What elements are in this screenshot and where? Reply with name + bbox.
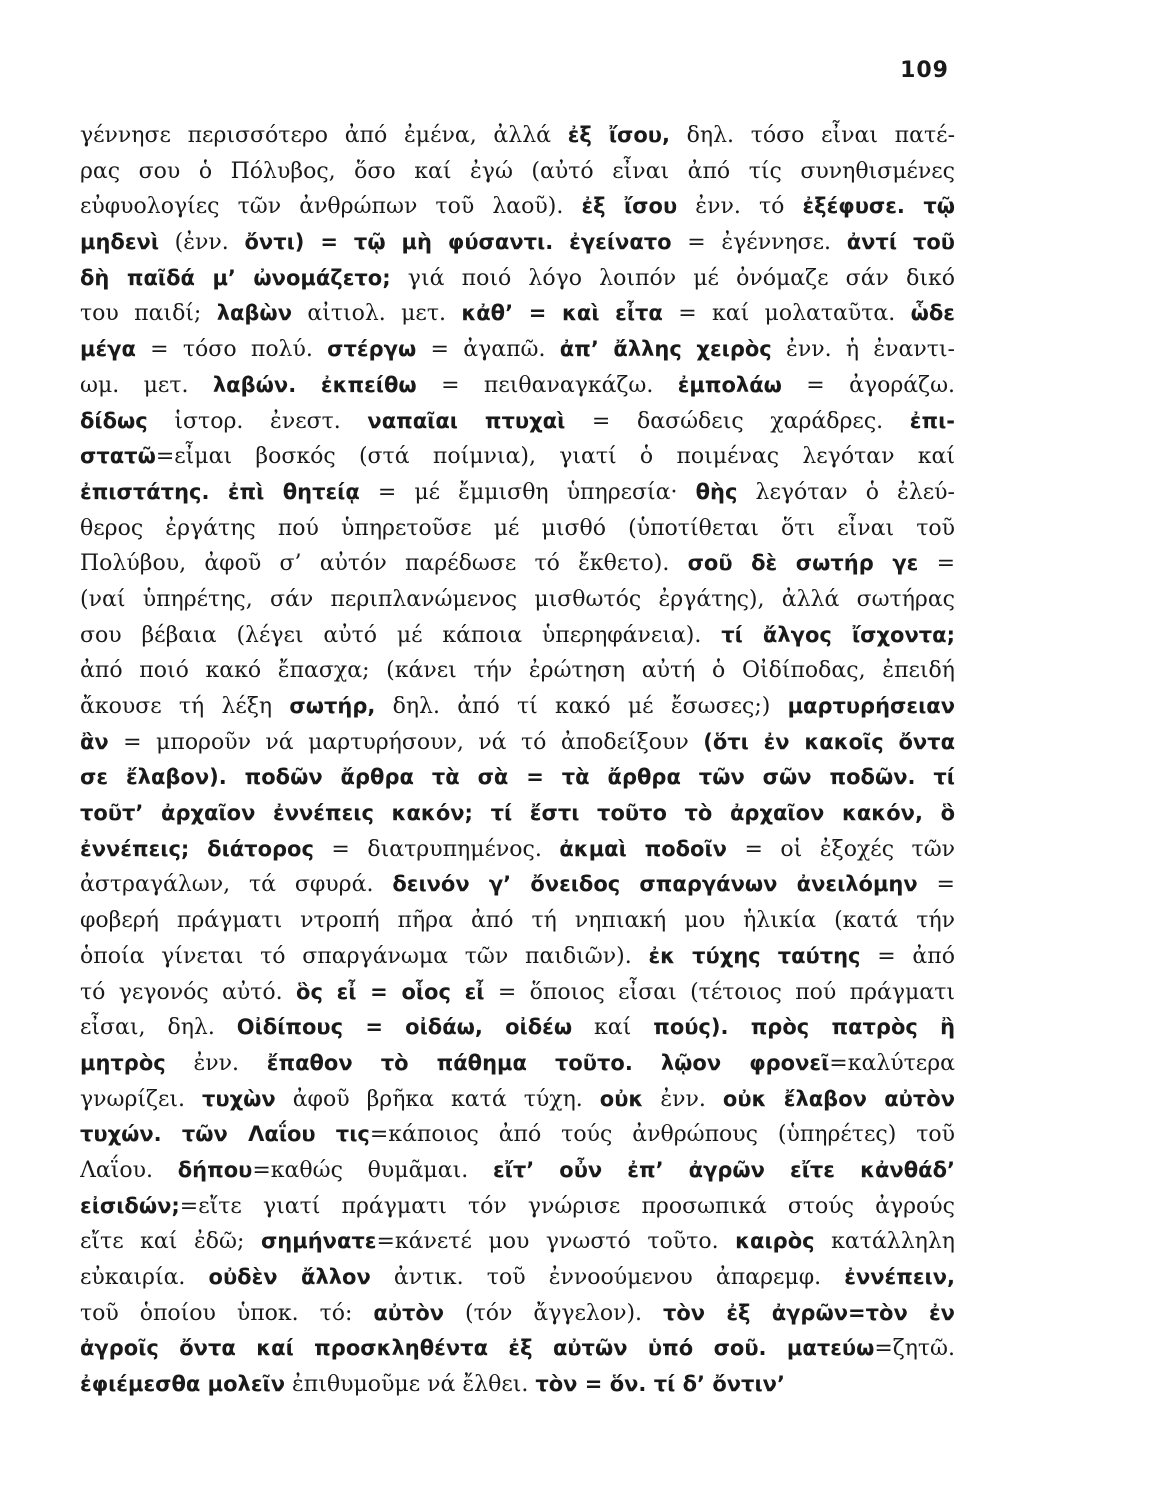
text-run: Λαΐου.	[80, 1157, 178, 1183]
text-line	[80, 332, 955, 368]
bold-term: σωτήρ,	[289, 694, 376, 718]
bold-term: τὸν = ὅν. τί δ’ ὄντιν’	[535, 1372, 785, 1397]
bold-term: σοῦ δὲ σωτήρ γε	[687, 551, 919, 576]
text-run: = τόσο πολύ.	[135, 337, 328, 363]
text-line	[80, 1260, 955, 1296]
text-run: ωμ. μετ.	[80, 372, 213, 398]
bold-term: στατῶ	[80, 444, 156, 469]
bold-term: θὴς	[695, 479, 738, 504]
bold-term: οὐκ ἔλαβον αὐτὸν	[722, 1086, 955, 1111]
text-run: θερος ἐργάτης πού ὑπηρετοῦσε μέ μισθό (ὑποτίθεται ὅτι εἶναι τοῦ	[80, 515, 955, 541]
bold-term: ἐκ τύχης ταύτης	[648, 943, 861, 968]
text-line	[80, 653, 955, 689]
text-run: ἱστορ. ἐνεστ.	[147, 408, 368, 434]
bold-term: ὧδε	[910, 301, 955, 326]
bold-term: τυχὼν	[201, 1086, 276, 1111]
text-line	[80, 618, 955, 654]
text-line	[80, 1153, 955, 1189]
text-run: γιά ποιό λόγο λοιπόν μέ ὀνόμαζε σάν δικό	[390, 265, 955, 291]
text-run: =	[917, 872, 955, 898]
bold-term: τυχών. τῶν Λαΐου τις	[80, 1122, 370, 1147]
text-line	[80, 546, 955, 582]
text-run: =κάποιος ἀπό τούς ἀνθρώπους (ὑπηρέτες) τοῦ	[369, 1122, 955, 1148]
text-run: ἐνν. τό	[677, 194, 803, 220]
text-line	[80, 760, 955, 796]
text-run: =καθώς θυμᾶμαι.	[252, 1157, 493, 1183]
bold-term: ὄντι) = τῷ μὴ φύσαντι. ἐγείνατο	[244, 230, 672, 255]
bold-term: εἴτ’ οὖν ἐπ’ ἀγρῶν εἴτε κἀνθάδ’	[492, 1157, 955, 1182]
bold-term: λαβὼν	[216, 301, 292, 326]
text-line	[80, 1331, 955, 1367]
bold-term: καιρὸς	[735, 1229, 815, 1254]
text-run: Πολύβου, ἀφοῦ σ’ αὐτόν παρέδωσε τό ἔκθετο).	[80, 551, 688, 577]
text-line	[80, 225, 955, 261]
text-run: καί	[572, 1015, 654, 1041]
bold-term: μηδενὶ	[80, 230, 160, 255]
bold-term: σε ἔλαβον). ποδῶν ἄρθρα τὰ σὰ = τὰ ἄρθρα τῶν σῶν ποδῶν. τί	[80, 765, 955, 790]
text-line	[80, 404, 955, 440]
text-run: = ἀγαπῶ.	[416, 337, 560, 363]
text-run: ἀστραγάλων, τά σφυρά.	[80, 872, 393, 898]
text-run: = ἐγέννησε.	[671, 230, 847, 256]
text-line	[80, 439, 955, 475]
text-run: = διατρυπημένος.	[313, 836, 560, 862]
page-number: 109	[900, 58, 949, 83]
text-line	[80, 903, 955, 939]
text-run: ἀφοῦ βρῆκα κατά τύχη.	[275, 1086, 600, 1112]
text-run: = ἀπό	[860, 943, 955, 969]
text-run: κατάλληλη	[814, 1229, 955, 1255]
text-line	[80, 118, 955, 154]
text-line	[80, 582, 955, 618]
text-run: =	[918, 551, 955, 577]
text-line	[80, 867, 955, 903]
text-line	[80, 154, 955, 190]
bold-term: μέγα	[80, 337, 136, 362]
bold-term: δίδως	[80, 408, 148, 433]
text-run: τό γεγονός αὐτό.	[80, 979, 297, 1005]
text-line	[80, 689, 955, 725]
text-run: =εἴτε γιατί πράγματι τόν γνώρισε προσωπικά στούς ἀγρούς	[179, 1193, 955, 1219]
text-line	[80, 1010, 955, 1046]
text-run: = καί μολαταῦτα.	[662, 301, 911, 327]
text-run: ἐνν. ἡ ἐναντι-	[771, 337, 955, 363]
text-run: ἐπιθυμοῦμε νά ἔλθει.	[285, 1372, 536, 1398]
text-run: =καλύτερα	[829, 1050, 955, 1076]
text-run: ἐνν.	[643, 1086, 723, 1112]
text-run: αἰτιολ. μετ.	[292, 301, 462, 327]
text-run: τοῦ ὁποίου ὑποκ. τό:	[80, 1300, 374, 1326]
bold-term: σημήνατε	[260, 1229, 377, 1254]
text-run: δηλ. τόσο εἶναι πατέ-	[669, 123, 955, 148]
bold-term: (ὅτι ἐν κακοῖς ὄντα	[703, 729, 955, 754]
bold-term: δεινόν γ’ ὄνειδος σπαργάνων ἀνειλόμην	[392, 872, 918, 897]
text-line	[80, 975, 955, 1011]
text-line	[80, 725, 955, 761]
bold-term: τοῦτ’ ἀρχαῖον ἐννέπεις κακόν; τί ἔστι τοῦτο τὸ ἀρχαῖον κακόν, ὃ	[80, 801, 955, 826]
bold-term: ἔπαθον τὸ πάθημα τοῦτο. λῷον φρονεῖ	[266, 1050, 830, 1075]
text-run: (τόν ἄγγελον).	[444, 1300, 663, 1326]
text-run: = ὅποιος εἶσαι (τέτοιος πού πράγματι	[484, 979, 955, 1005]
bold-term: αὐτὸν	[373, 1300, 445, 1325]
text-run: φοβερή πράγματι ντροπή πῆρα ἀπό τή νηπιακή μου ἡλικία (κατά τήν	[80, 908, 955, 934]
bold-term: ἂν	[80, 729, 109, 754]
bold-term: ναπαῖαι πτυχαὶ	[367, 408, 566, 433]
text-run: = οἱ ἐξοχές τῶν	[726, 836, 955, 862]
text-run: γνωρίζει.	[80, 1086, 202, 1112]
bold-term: ἐμπολάω	[677, 372, 782, 397]
bold-term: μητρὸς	[80, 1050, 166, 1075]
bold-term: Οἰδίπους = οἰδάω, οἰδέω	[236, 1015, 573, 1040]
text-run: = ἀγοράζω.	[781, 372, 955, 398]
bold-term: ἐξ ἴσου	[581, 194, 678, 219]
bold-term: στέργω	[327, 337, 417, 362]
text-line	[80, 261, 955, 297]
text-run: εὐκαιρία.	[80, 1265, 209, 1290]
text-line	[80, 796, 955, 832]
text-run: σου βέβαια (λέγει αὐτό μέ κάποια ὑπερηφάνεια).	[80, 622, 722, 648]
text-run: εἶσαι, δηλ.	[80, 1015, 237, 1041]
bold-term: μαρτυρήσειαν	[787, 694, 955, 718]
bold-term: λαβών. ἐκπείθω	[212, 372, 417, 397]
text-run: εἴτε καί ἐδῶ;	[80, 1229, 261, 1255]
text-run: του παιδί;	[80, 301, 217, 327]
bold-term: ἀπ’ ἄλλης χειρὸς	[559, 337, 772, 362]
text-run: = δασώδεις χαράδρες.	[565, 408, 910, 434]
bold-term: ἐπιστάτης. ἐπὶ θητείᾳ	[80, 479, 360, 504]
text-run: =ζητῶ.	[874, 1336, 955, 1362]
text-line	[80, 1046, 955, 1082]
bold-term: οὐκ	[599, 1086, 644, 1111]
text-line	[80, 511, 955, 547]
bold-term: δήπου	[177, 1157, 253, 1182]
text-run: =κάνετέ μου γνωστό τοῦτο.	[376, 1229, 736, 1255]
bold-term: ἐπι-	[909, 408, 955, 433]
text-line	[80, 189, 955, 225]
bold-term: ἐννέπεις; διάτορος	[80, 836, 314, 861]
bold-term: πούς). πρὸς πατρὸς ἢ	[653, 1015, 955, 1040]
bold-term: ἐννέπειν,	[844, 1265, 955, 1289]
bold-term: εἰσιδών;	[80, 1193, 180, 1218]
text-line	[80, 1296, 955, 1332]
text-run: = πειθαναγκάζω.	[416, 372, 678, 398]
text-run: ἄκουσε τή λέξη	[80, 694, 290, 719]
text-line	[80, 1224, 955, 1260]
text-run: (ναί ὑπηρέτης, σάν περιπλανώμενος μισθωτός ἐργάτης), ἀλλά σωτήρας	[80, 586, 955, 612]
text-run: ὁποία γίνεται τό σπαργάνωμα τῶν παιδιῶν).	[80, 943, 649, 969]
bold-term: τὸν ἐξ ἀγρῶν=τὸν ἐν	[662, 1300, 955, 1325]
text-run: ρας σου ὁ Πόλυβος, ὅσο καί ἐγώ (αὐτό εἶναι ἀπό τίς συνηθισμένες	[80, 158, 955, 184]
text-run: (ἐνν.	[159, 230, 245, 256]
text-line	[80, 1367, 955, 1403]
text-run: =εἶμαι βοσκός (στά ποίμνια), γιατί ὁ ποιμένας λεγόταν καί	[155, 444, 955, 470]
text-run: ἀπό ποιό κακό ἔπασχα; (κάνει τήν ἐρώτηση αὐτή ὁ Οἰδίποδας, ἐπειδή	[80, 658, 955, 684]
text-line	[80, 296, 955, 332]
bold-term: κἀθ’ = καὶ εἶτα	[461, 301, 663, 326]
text-run: = μέ ἔμμισθη ὑπηρεσία·	[359, 479, 696, 505]
text-line	[80, 1082, 955, 1118]
text-run: ἀντικ. τοῦ ἐννοούμενου ἀπαρεμφ.	[370, 1265, 845, 1290]
bold-term: ἐξέφυσε. τῷ	[802, 194, 955, 219]
text-body	[80, 118, 955, 1403]
text-line	[80, 368, 955, 404]
text-run: λεγόταν ὁ ἐλεύ-	[737, 479, 955, 505]
bold-term: ἐφιέμεσθα μολεῖν	[80, 1372, 285, 1397]
bold-term: ἀκμαὶ ποδοῖν	[559, 836, 727, 861]
text-run: γέννησε περισσότερο ἀπό ἐμένα, ἀλλά	[80, 123, 568, 148]
text-line	[80, 475, 955, 511]
bold-term: δὴ παῖδά μ’ ὠνομάζετο;	[80, 265, 391, 290]
bold-term: ἀγροῖς ὄντα καί προσκληθέντα ἐξ αὐτῶν ὑπό σοῦ. ματεύω	[80, 1336, 875, 1361]
text-line	[80, 1117, 955, 1153]
text-line	[80, 1189, 955, 1225]
text-run: εὐφυολογίες τῶν ἀνθρώπων τοῦ λαοῦ).	[80, 194, 582, 220]
text-line	[80, 832, 955, 868]
text-line	[80, 939, 955, 975]
bold-term: ἐξ ἴσου,	[567, 123, 670, 147]
bold-term: ἀντί τοῦ	[846, 230, 955, 255]
text-run: = μποροῦν νά μαρτυρήσουν, νά τό ἀποδείξουν	[108, 729, 704, 755]
text-run: ἐνν.	[165, 1050, 267, 1076]
bold-term: τί ἄλγος ἴσχοντα;	[721, 622, 955, 647]
bold-term: ὃς εἶ = οἷος εἶ	[296, 979, 485, 1004]
bold-term: οὐδὲν ἄλλον	[208, 1265, 371, 1289]
text-run: δηλ. ἀπό τί κακό μέ ἔσωσες;)	[375, 694, 788, 719]
